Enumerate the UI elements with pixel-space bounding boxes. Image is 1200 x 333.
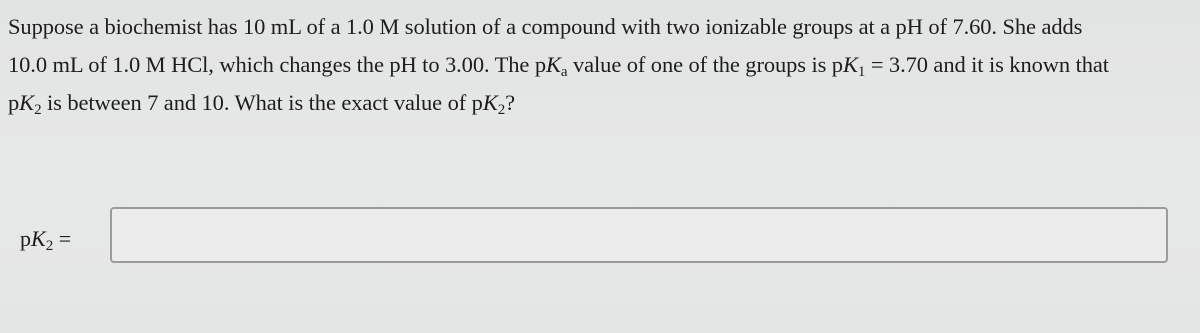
- question-line-3-p: p: [8, 90, 20, 115]
- question-line-3-text-a: is between 7 and 10. What is the exact value of p: [41, 90, 483, 115]
- pk2-answer-input[interactable]: [110, 207, 1168, 263]
- question-text: [8, 8, 1193, 122]
- k1-subscript: 1: [857, 64, 866, 80]
- question-line-1-text: Suppose a biochemist has 10 mL of a 1.0 M solution of a compound with two ionizable groups at a pH of 7.60. She adds: [8, 14, 1083, 39]
- question-line-1: [8, 8, 1193, 46]
- answer-label-k: K: [31, 226, 46, 251]
- ka-subscript: a: [560, 64, 568, 80]
- k2-symbol-second: K: [482, 90, 498, 115]
- question-line-3: [8, 84, 1193, 122]
- answer-label: [20, 226, 71, 252]
- k1-symbol: K: [842, 52, 858, 77]
- k2-symbol: K: [19, 90, 35, 115]
- question-line-2: [8, 46, 1193, 84]
- ka-symbol: K: [545, 52, 561, 77]
- k2-subscript-second: 2: [497, 102, 506, 118]
- answer-row: [0, 205, 1200, 267]
- question-line-2-text-a: 10.0 mL of 1.0 M HCl, which changes the pH to 3.00. The p: [8, 52, 546, 77]
- answer-label-p: p: [20, 226, 31, 251]
- answer-label-subscript: 2: [45, 238, 54, 254]
- k2-subscript: 2: [34, 102, 42, 118]
- question-line-2-text-b: value of one of the groups is p: [567, 52, 843, 77]
- answer-label-equals: =: [53, 226, 72, 251]
- question-line-2-text-c: = 3.70 and it is known that: [865, 52, 1109, 77]
- question-mark: ?: [505, 90, 516, 115]
